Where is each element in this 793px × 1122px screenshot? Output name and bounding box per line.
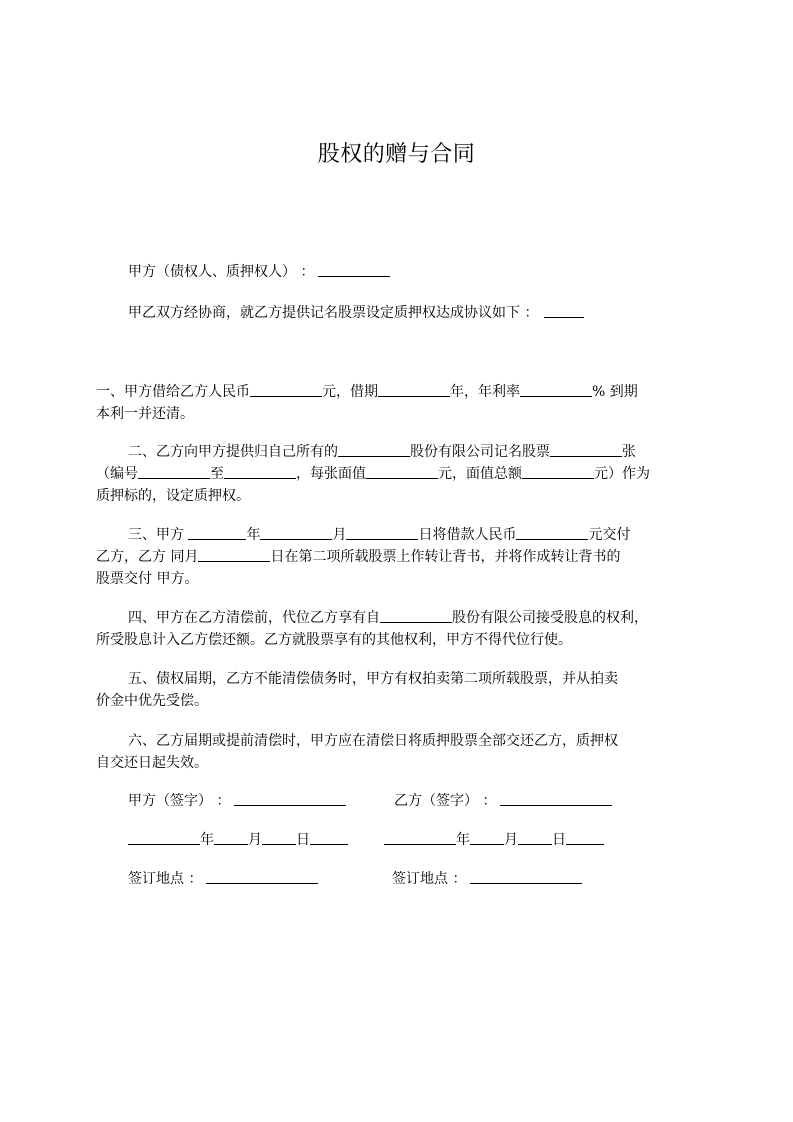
loan-term-blank[interactable] — [378, 382, 450, 397]
intro-text: 甲乙双方经协商，就乙方提供记名股票设定质押权达成协议如下 ： — [128, 305, 539, 321]
serial-to-blank[interactable] — [224, 464, 296, 479]
party-b-date-tail-blank[interactable] — [566, 830, 604, 845]
par-value-blank[interactable] — [366, 464, 438, 479]
clause-3-text: 日在第二项所载股票上作转让背书，并将作成转让背书的 — [270, 549, 621, 565]
clause-2-line-1 — [128, 441, 636, 463]
party-a-place — [128, 868, 318, 890]
interest-rate-blank[interactable] — [520, 382, 592, 397]
party-b-signature-blank[interactable] — [500, 791, 612, 806]
day-label: 日 — [296, 832, 310, 848]
party-b-year-blank[interactable] — [384, 830, 456, 845]
clause-2-text: （编号 — [96, 466, 138, 482]
clause-3-text: 日将借款人民币 — [418, 527, 517, 543]
dividend-company-blank[interactable] — [380, 608, 452, 623]
clause-3-text: 月 — [332, 527, 347, 543]
year-label: 年 — [456, 832, 470, 848]
clause-4-line-2: 所受股息计入乙方偿还额。乙方就股票享有的其他权利，甲方不得代位行使。 — [96, 632, 572, 648]
total-value-blank[interactable] — [522, 464, 594, 479]
month-label: 月 — [248, 832, 262, 848]
clause-4-line-1 — [128, 607, 648, 629]
clause-3-line-2 — [96, 546, 620, 568]
clause-1-text: 一、甲方借给乙方人民币 — [96, 384, 250, 400]
delivery-day-blank[interactable] — [346, 525, 418, 540]
day-label: 日 — [552, 832, 566, 848]
clause-3-text: 乙方，乙方 同月 — [96, 549, 199, 565]
clause-2-line-2 — [96, 463, 650, 485]
party-b-signature-label: 乙方（签字） ： — [394, 793, 497, 809]
year-label: 年 — [200, 832, 214, 848]
clause-4-text: 股份有限公司接受股息的权利， — [452, 610, 648, 626]
clause-2-text: 至 — [210, 466, 224, 482]
party-a-date — [128, 829, 348, 851]
party-b-place-blank[interactable] — [470, 869, 582, 884]
clause-2-text: 股份有限公司记名股票 — [410, 444, 550, 460]
serial-from-blank[interactable] — [138, 464, 210, 479]
delivery-year-blank[interactable] — [188, 525, 246, 540]
clause-6-line-2: 自交还日起失效。 — [96, 755, 208, 771]
clause-3-text: 三、甲方 — [128, 527, 189, 543]
clause-3-line-1 — [128, 524, 630, 546]
clause-6-line-1: 六、乙方届期或提前清偿时，甲方应在清偿日将质押股票全部交还乙方，质押权 — [128, 733, 618, 749]
delivery-month-blank[interactable] — [260, 525, 332, 540]
intro-line — [128, 302, 584, 324]
signing-place-label: 签订地点 ： — [128, 871, 203, 887]
clause-1-text: 年，年利率 — [450, 384, 520, 400]
endorse-day-blank[interactable] — [198, 547, 270, 562]
party-b-date — [384, 829, 604, 851]
party-a-date-tail-blank[interactable] — [310, 830, 348, 845]
clause-3-line-3: 股票交付 甲方。 — [96, 571, 199, 587]
clause-2-text: 元）作为 — [594, 466, 650, 482]
month-label: 月 — [504, 832, 518, 848]
party-a-day-blank[interactable] — [262, 830, 296, 845]
clause-4-text: 四、甲方在乙方清偿前，代位乙方享有自 — [128, 610, 380, 626]
party-b-day-blank[interactable] — [518, 830, 552, 845]
loan-amount-blank[interactable] — [250, 382, 322, 397]
company-name-blank[interactable] — [338, 442, 410, 457]
party-a-signature-blank[interactable] — [234, 791, 346, 806]
party-a-year-blank[interactable] — [128, 830, 200, 845]
clause-1-line-2: 本利一并还清。 — [96, 406, 194, 422]
party-a-label: 甲方（债权人、质押权人） ： — [128, 264, 315, 280]
clause-2-text: 二、乙方向甲方提供归自己所有的 — [128, 444, 338, 460]
party-b-place — [392, 868, 582, 890]
party-b-month-blank[interactable] — [470, 830, 504, 845]
party-b-signature — [394, 790, 612, 812]
clause-1-text: 元，借期 — [322, 384, 378, 400]
party-a-line — [128, 261, 390, 283]
clause-5-line-2: 价金中优先受偿。 — [96, 693, 208, 709]
clause-2-text: ，每张面值 — [296, 466, 366, 482]
share-count-blank[interactable] — [550, 442, 622, 457]
clause-3-text: 年 — [246, 527, 261, 543]
clause-1-text: % 到期 — [592, 384, 638, 400]
party-a-signature-label: 甲方（签字） ： — [128, 793, 231, 809]
party-a-blank[interactable] — [318, 262, 390, 277]
party-a-signature — [128, 790, 346, 812]
clause-2-text: 元，面值总额 — [438, 466, 522, 482]
party-a-place-blank[interactable] — [206, 869, 318, 884]
clause-1-line-1 — [96, 381, 638, 403]
clause-2-text: 张 — [622, 444, 636, 460]
signing-place-label: 签订地点 ： — [392, 871, 467, 887]
loan-delivery-amount-blank[interactable] — [516, 525, 588, 540]
clause-2-line-3: 质押标的，设定质押权。 — [96, 488, 250, 504]
clause-3-text: 元交付 — [588, 527, 631, 543]
party-a-month-blank[interactable] — [214, 830, 248, 845]
document-title: 股权的赠与合同 — [317, 142, 476, 167]
clause-5-line-1: 五、债权届期，乙方不能清偿债务时，甲方有权拍卖第二项所载股票，并从拍卖 — [128, 671, 618, 687]
intro-blank[interactable] — [544, 303, 584, 318]
